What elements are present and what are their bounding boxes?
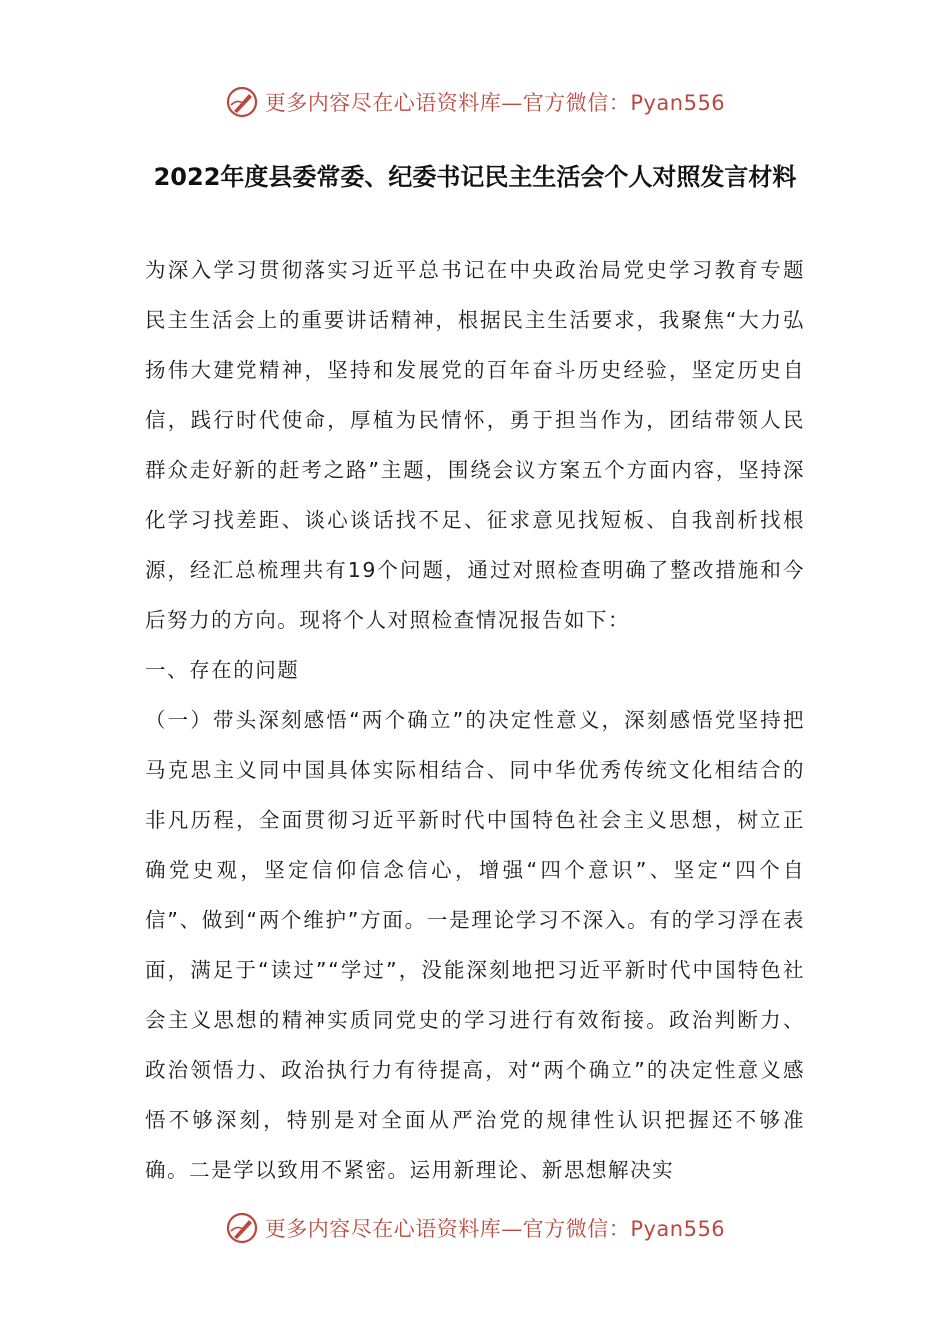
pen-logo-icon xyxy=(225,1211,259,1245)
watermark-wechat-id: Pyan556 xyxy=(630,1217,726,1241)
pen-logo-icon xyxy=(225,85,259,119)
section-heading: 一、存在的问题 xyxy=(145,658,300,682)
watermark-wechat-id: Pyan556 xyxy=(630,91,726,115)
intro-paragraph: 为深入学习贯彻落实习近平总书记在中央政治局党史学习教育专题民主生活会上的重要讲话精神，根据民主生活要求，我聚焦“大力弘扬伟大建党精神，坚持和发展党的百年奋斗历史经验，坚定历史自信，践行时代使命，厚植为民情怀，勇于担当作为，团结带领人民群众走好新的赶考之路”主题，围绕会议方案五个方面内容，坚持深化学习找差距、谈心谈话找不足、征求意见找短板、自我剖析找根源，经汇总梳理共有19个问题，通过对照检查明确了整改措施和今后努力的方向。现将个人对照检查情况报告如下： xyxy=(145,258,805,632)
watermark-banner-bottom xyxy=(0,1208,950,1248)
document-title: 2022年度县委常委、纪委书记民主生活会个人对照发言材料 xyxy=(153,163,797,191)
watermark-text xyxy=(265,1213,725,1243)
watermark-banner-top xyxy=(0,82,950,122)
section-1-paragraph: （一）带头深刻感悟“两个确立”的决定性意义，深刻感悟党坚持把马克思主义同中国具体实际相结合、同中华优秀传统文化相结合的非凡历程，全面贯彻习近平新时代中国特色社会主义思想，树立正确党史观，坚定信仰信念信心，增强“四个意识”、坚定“四个自信”、做到“两个维护”方面。一是理论学习不深入。有的学习浮在表面，满足于“读过”“学过”，没能深刻地把习近平新时代中国特色社会主义思想的精神实质同党史的学习进行有效衔接。政治判断力、政治领悟力、政治执行力有待提高，对“两个确立”的决定性意义感悟不够深刻，特别是对全面从严治党的规律性认识把握还不够准确。二是学以致用不紧密。运用新理论、新思想解决实 xyxy=(145,708,805,1182)
watermark-text xyxy=(265,87,725,117)
watermark-site-text: 更多内容尽在心语资料库—官方微信： xyxy=(264,1217,631,1241)
watermark-site-text: 更多内容尽在心语资料库—官方微信： xyxy=(264,91,631,115)
document-body xyxy=(145,245,805,1195)
